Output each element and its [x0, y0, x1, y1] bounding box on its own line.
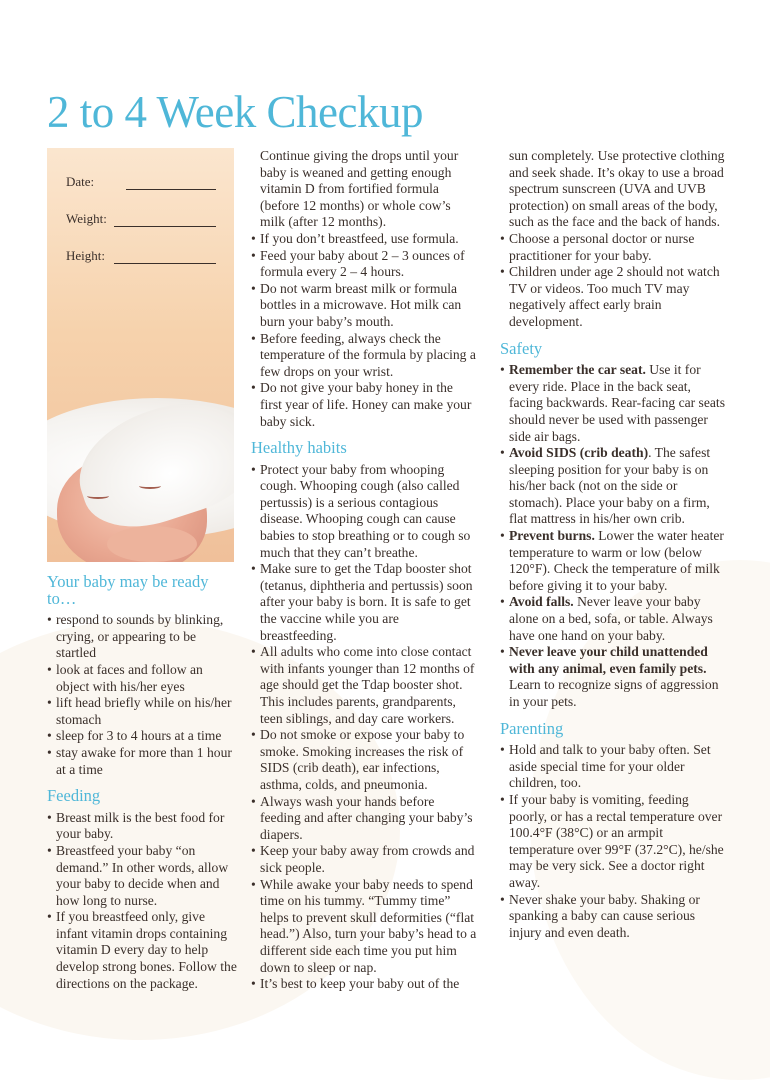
- list-item: • Do not warm breast milk or formula bottles in a microwave. Hot milk can burn your baby’s mouth.: [251, 281, 477, 331]
- list-item: • Breastfeed your baby “on demand.” In other words, allow your baby to decide when and how long to nurse.: [47, 843, 237, 909]
- list-item: • Breast milk is the best food for your baby.: [47, 810, 237, 843]
- list-item: • Children under age 2 should not watch TV or videos. Too much TV may negatively affect early brain development.: [500, 264, 728, 330]
- feeding-heading: Feeding: [47, 786, 101, 806]
- photo-baby-eye: [87, 493, 109, 499]
- safety-heading: Safety: [500, 338, 543, 358]
- safety-item-text: . The safest sleeping position for your baby is on his/her back (not on the side or stomach). Place your baby on a firm, flat mattress in his/her own crib.: [509, 445, 711, 527]
- height-row: [66, 227, 216, 264]
- safety-item-text: Never leave your baby alone on a bed, sofa, or table. Always have one hand on your baby.: [509, 594, 713, 643]
- column-1: [47, 574, 237, 992]
- list-item: [500, 594, 728, 644]
- list-item: • respond to sounds by blinking, crying, or appearing to be startled: [47, 612, 237, 662]
- healthy-habits-list: [251, 462, 477, 993]
- photo-baby-eye: [139, 483, 161, 489]
- list-item: • Make sure to get the Tdap booster shot (tetanus, diphtheria and pertussis) soon after your baby is born. It is safe to get the vaccine while you are breastfeeding.: [251, 561, 477, 644]
- list-item: • Do not give your baby honey in the first year of life. Honey can make your baby sick.: [251, 380, 477, 430]
- safety-item-bold: Avoid SIDS (crib death): [509, 445, 649, 461]
- date-row: [66, 172, 216, 190]
- list-item: • Choose a personal doctor or nurse practitioner for your baby.: [500, 231, 728, 264]
- feeding-continued-list: [251, 231, 477, 430]
- list-item: • lift head briefly while on his/her stomach: [47, 695, 237, 728]
- healthy-habits-continued-list: [500, 231, 728, 331]
- safety-item-text: Lower the water heater temperature to warm or low (below 120°F). Check the temperature of milk before giving it to your baby.: [509, 528, 724, 593]
- list-item: [500, 644, 728, 710]
- date-label: Date:: [66, 174, 95, 189]
- safety-item-bold: Remember the car seat.: [509, 362, 646, 378]
- safety-item-text: Use it for every ride. Place in the back seat, facing backwards. Rear-facing car seats should never be used with passenger side air bags.: [509, 362, 725, 444]
- list-item: • While awake your baby needs to spend time on his tummy. “Tummy time” helps to prevent skull deformities (“flat head.”) Also, turn your baby’s head to a different side each time you put him down to sleep or nap.: [251, 877, 477, 977]
- list-item: • Feed your baby about 2 – 3 ounces of formula every 2 – 4 hours.: [251, 248, 477, 281]
- height-label: Height:: [66, 248, 105, 263]
- list-item: [500, 362, 728, 445]
- weight-label: Weight:: [66, 211, 107, 226]
- column-2: [251, 148, 477, 993]
- healthy-habits-continued-text: sun completely. Use protective clothing and seek shade. It’s okay to use a broad spectrum sunscreen (UVA and UVB protection) on small areas of the body, such as the face and the back of hands.: [509, 148, 725, 230]
- weight-field[interactable]: [114, 212, 216, 227]
- ready-heading: Your baby may be ready to…: [47, 572, 209, 608]
- list-item: • If you breastfeed only, give infant vitamin drops containing vitamin D every day to help develop strong bones. Follow the directions on the package.: [47, 909, 237, 992]
- column-3: [500, 148, 728, 941]
- height-field[interactable]: [114, 249, 216, 264]
- list-item: • It’s best to keep your baby out of the: [251, 976, 477, 993]
- list-item: [500, 528, 728, 594]
- healthy-habits-heading: Healthy habits: [251, 438, 347, 458]
- weight-row: [66, 190, 216, 227]
- checkup-form: [66, 172, 216, 264]
- safety-item-text: Learn to recognize signs of aggression in your pets.: [509, 677, 719, 709]
- list-item: • All adults who come into close contact with infants younger than 12 months of age should get the Tdap booster shot. This includes parents, grandparents, teen siblings, and day care workers.: [251, 644, 477, 727]
- list-item: • Never shake your baby. Shaking or spanking a baby can cause serious injury and even death.: [500, 892, 728, 942]
- ready-list: [47, 612, 237, 778]
- list-item: • Do not smoke or expose your baby to smoke. Smoking increases the risk of SIDS (crib death), ear infections, asthma, colds, and pneumonia.: [251, 727, 477, 793]
- parenting-heading: Parenting: [500, 718, 564, 738]
- list-item: • look at faces and follow an object with his/her eyes: [47, 662, 237, 695]
- list-item: • Hold and talk to your baby often. Set aside special time for your older children, too.: [500, 742, 728, 792]
- feeding-list: [47, 810, 237, 993]
- list-item: • If your baby is vomiting, feeding poorly, or has a rectal temperature over 100.4°F (38°C) or an armpit temperature over 99°F (37.2°C), he/she may be very sick. See a doctor right away.: [500, 792, 728, 892]
- list-item: • Always wash your hands before feeding and after changing your baby’s diapers.: [251, 794, 477, 844]
- list-item: • Before feeding, always check the temperature of the formula by placing a few drops on your wrist.: [251, 331, 477, 381]
- safety-item-bold: Never leave your child unattended with any animal, even family pets.: [509, 644, 708, 676]
- list-item: • Keep your baby away from crowds and sick people.: [251, 843, 477, 876]
- photo-baby-hand: [107, 526, 197, 562]
- safety-list: [500, 362, 728, 710]
- feeding-continued-text: Continue giving the drops until your baby is weaned and getting enough vitamin D from fortified formula (before 12 months) or whole cow’s milk (after 12 months).: [260, 148, 459, 230]
- safety-item-bold: Avoid falls.: [509, 594, 574, 610]
- date-field[interactable]: [126, 175, 216, 190]
- safety-item-bold: Prevent burns.: [509, 528, 595, 544]
- list-item: • sleep for 3 to 4 hours at a time: [47, 728, 237, 745]
- list-item: • Protect your baby from whooping cough. Whooping cough (also called pertussis) is a serious contagious disease. Whooping cough can cause babies to stop breathing or to cough so much that they can’t breathe.: [251, 462, 477, 562]
- list-item: • If you don’t breastfeed, use formula.: [251, 231, 477, 248]
- list-item: [500, 445, 728, 528]
- parenting-list: [500, 742, 728, 941]
- list-item: • stay awake for more than 1 hour at a time: [47, 745, 237, 778]
- page-title: 2 to 4 Week Checkup: [47, 87, 423, 137]
